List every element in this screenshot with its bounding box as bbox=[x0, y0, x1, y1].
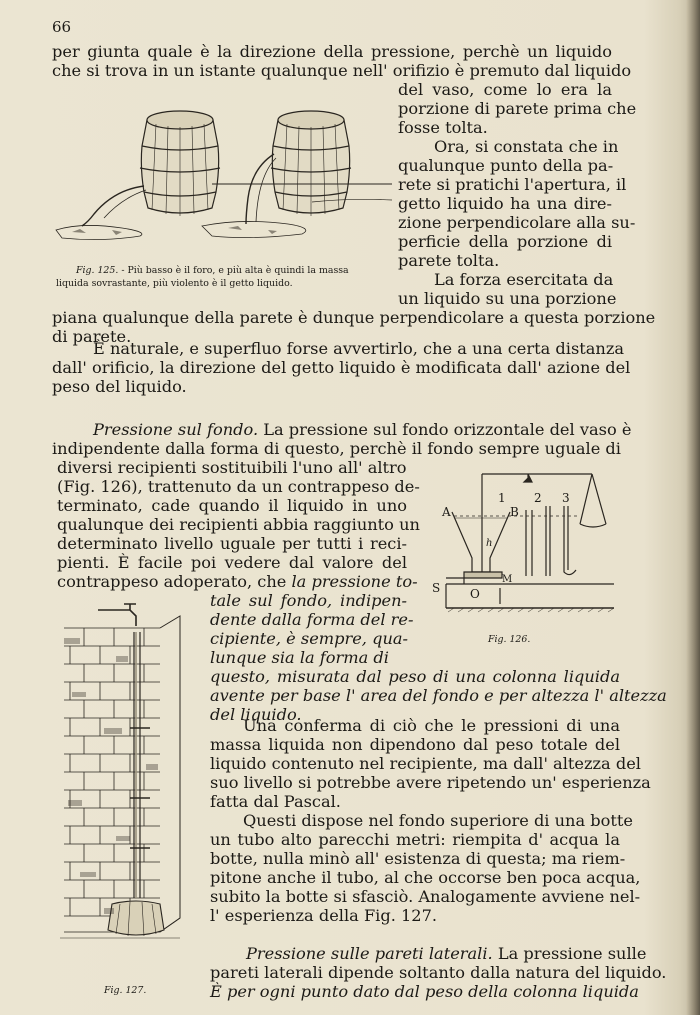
text-line: l' esperienza della Fig. 127. bbox=[210, 906, 438, 925]
text-line: Una conferma di ciò che le pressioni di una bbox=[243, 716, 620, 735]
fig125-caption-line1: Fig. 125. - Più basso è il foro, e più alta è quindi la massa bbox=[76, 265, 349, 276]
text-line: liquido contenuto nel recipiente, ma dall' altezza del bbox=[210, 754, 641, 773]
text-line: tale sul fondo, indipen- bbox=[210, 591, 407, 610]
text-line: per giunta quale è la direzione della pressione, perchè un liquido bbox=[52, 42, 612, 61]
section-title-pressione-sul-fondo: Pressione sul fondo. bbox=[93, 420, 259, 439]
fig126-label-s: S bbox=[432, 581, 441, 595]
text-line: rete si pratichi l'apertura, il bbox=[398, 175, 627, 194]
fig126-label-a: A bbox=[442, 505, 451, 519]
text-line: getto liquido ha una dire- bbox=[398, 194, 612, 213]
text-line: qualunque dei recipienti abbia raggiunto un bbox=[57, 515, 420, 534]
text-line: parete tolta. bbox=[398, 251, 500, 270]
fig127-caption: Fig. 127. bbox=[104, 985, 147, 996]
fig126-apparatus-diagram bbox=[430, 466, 614, 628]
text-line: terminato, cade quando il liquido in uno bbox=[57, 496, 407, 515]
text-line: massa liquida non dipendono dal peso totale del bbox=[210, 735, 620, 754]
text-line: del vaso, come lo era la bbox=[398, 80, 612, 99]
text-line: del liquido. bbox=[210, 705, 302, 724]
text-line: avente per base l' area del fondo e per altezza l' altezza bbox=[210, 686, 667, 705]
fig126-label-b: B bbox=[510, 505, 519, 519]
text-line: Questi dispose nel fondo superiore di una botte bbox=[243, 811, 633, 830]
fig125-caption-line2: liquida sovrastante, più violento è il getto liquido. bbox=[56, 278, 293, 289]
fig126-label-h: h bbox=[486, 538, 493, 549]
text-line: porzione di parete prima che bbox=[398, 99, 637, 118]
text-line: piana qualunque della parete è dunque perpendicolare a questa porzione bbox=[52, 308, 656, 327]
fig126-label-m: M bbox=[502, 574, 513, 585]
text-line: Pressione sul fondo. La pressione sul fondo orizzontale del vaso è bbox=[93, 420, 632, 439]
text-line: Ora, si constata che in bbox=[434, 137, 619, 156]
section-title-pressione-pareti-laterali: Pressione sulle pareti laterali. bbox=[246, 944, 493, 963]
text-line: questo, misurata dal peso di una colonna liquida bbox=[210, 667, 620, 686]
text-line: fosse tolta. bbox=[398, 118, 488, 137]
text-line: subito la botte si sfasciò. Analogamente avviene nel- bbox=[210, 887, 641, 906]
text-line: che si trova in un istante qualunque nell' orifizio è premuto dal liquido bbox=[52, 61, 632, 80]
text-line: di parete. bbox=[52, 327, 132, 346]
fig126-label-2: 2 bbox=[534, 491, 542, 505]
page-edge-shadow bbox=[686, 0, 700, 1015]
fig126-label-3: 3 bbox=[562, 491, 570, 505]
text-line: La forza esercitata da bbox=[434, 270, 614, 289]
fig125-label: Fig. 125. bbox=[76, 265, 119, 276]
text-line: suo livello si potrebbe avere ripetendo un' esperienza bbox=[210, 773, 651, 792]
fig127-pascal-barrel-illustration bbox=[60, 598, 206, 970]
text-line: Pressione sulle pareti laterali. La pressione sulle bbox=[246, 944, 647, 963]
text-line: cipiente, è sempre, qua- bbox=[210, 629, 409, 648]
fig126-caption: Fig. 126. bbox=[488, 634, 531, 645]
text-line: lunque sia la forma di bbox=[210, 648, 389, 667]
text-line: pienti. È facile poi vedere dal valore del bbox=[57, 553, 407, 572]
text-line: botte, nulla minò all' esistenza di questa; ma riem- bbox=[210, 849, 626, 868]
fig126-label-o: O bbox=[470, 587, 480, 601]
text-line: È per ogni punto dato dal peso della colonna liquida bbox=[210, 982, 639, 1001]
text-line: peso del liquido. bbox=[52, 377, 187, 396]
text-line: determinato livello uguale per tutti i reci- bbox=[57, 534, 407, 553]
text-line: dall' orificio, la direzione del getto liquido è modificata dall' azione del bbox=[52, 358, 631, 377]
text-line: perficie della porzione di bbox=[398, 232, 612, 251]
text-line: zione perpendicolare alla su- bbox=[398, 213, 636, 232]
text-line: contrappeso adoperato, che la pressione to- bbox=[57, 572, 418, 591]
text-line: pitone anche il tubo, al che occorse ben poca acqua, bbox=[210, 868, 641, 887]
text-line: È naturale, e superfluo forse avvertirlo, che a una certa distanza bbox=[93, 339, 625, 358]
text-line: un liquido su una porzione bbox=[398, 289, 617, 308]
text-line: qualunque punto della pa- bbox=[398, 156, 614, 175]
text-line: pareti laterali dipende soltanto dalla natura del liquido. bbox=[210, 963, 667, 982]
text-line: dente dalla forma del re- bbox=[210, 610, 414, 629]
text-line: un tubo alto parecchi metri: riempita d' acqua la bbox=[210, 830, 620, 849]
page-number: 66 bbox=[52, 18, 72, 36]
text-line: (Fig. 126), trattenuto da un contrappeso de- bbox=[57, 477, 420, 496]
fig126-label-1: 1 bbox=[498, 491, 506, 505]
text-line: indipendente dalla forma di questo, perchè il fondo sempre uguale di bbox=[52, 439, 621, 458]
fig125-barrels-illustration bbox=[52, 106, 398, 258]
text-line: fatta dal Pascal. bbox=[210, 792, 341, 811]
text-line: diversi recipienti sostituibili l'uno all' altro bbox=[57, 458, 407, 477]
